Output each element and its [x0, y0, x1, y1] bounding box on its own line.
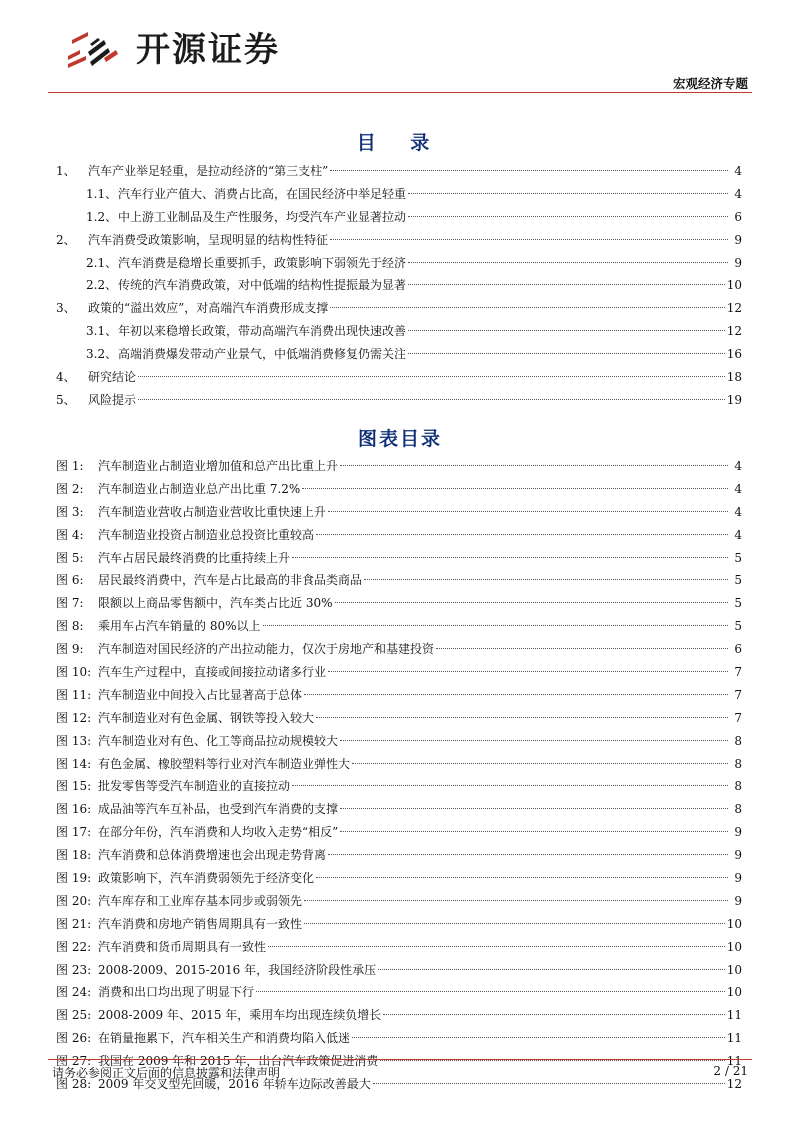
- figure-entry[interactable]: [56, 684, 742, 707]
- dot-leader: [378, 969, 725, 970]
- entry-number: 图 22:: [56, 939, 92, 954]
- entry-number: 1.2、: [86, 209, 118, 224]
- entry-title: 汽车制造业占制造业总产出比重 7.2%: [98, 481, 301, 496]
- entry-title: 汽车消费和房地产销售周期具有一致性: [98, 916, 303, 931]
- dot-leader: [292, 557, 728, 558]
- dot-leader: [335, 602, 729, 603]
- figure-entry[interactable]: [56, 844, 742, 867]
- entry-title: 汽车行业产值大、消费占比高，在国民经济中举足轻重: [118, 186, 407, 201]
- entry-number: 图 4:: [56, 527, 84, 542]
- entry-title: 在销量拖累下，汽车相关生产和消费均陷入低迷: [98, 1031, 351, 1046]
- entry-page: 10: [726, 939, 742, 954]
- dot-leader: [408, 284, 725, 285]
- dot-leader: [304, 923, 725, 924]
- entry-title: 高端消费爆发带动产业景气，中低端消费修复仍需关注: [118, 347, 407, 362]
- footer-disclaimer: 请务必参阅正文后面的信息披露和法律声明: [52, 1066, 281, 1080]
- entry-number: 图 15:: [56, 779, 92, 794]
- dot-leader: [340, 831, 728, 832]
- entry-page: 8: [734, 802, 742, 817]
- entry-title: 批发零售等受汽车制造业的直接拉动: [98, 779, 291, 794]
- entry-number: 图 3:: [56, 504, 84, 519]
- dot-leader: [304, 694, 728, 695]
- entry-page: 4: [734, 504, 742, 519]
- dot-leader: [380, 1060, 724, 1061]
- entry-title: 汽车制造业对有色金属、钢铁等投入较大: [98, 710, 315, 725]
- entry-page: 10: [726, 278, 742, 293]
- entry-title: 有色金属、橡胶塑料等行业对汽车制造业弹性大: [98, 756, 351, 771]
- brand-name: 开源证券: [136, 30, 280, 70]
- dot-leader: [256, 991, 725, 992]
- dot-leader: [364, 579, 728, 580]
- entry-number: 图 11:: [56, 687, 92, 702]
- figure-entry[interactable]: [56, 730, 742, 753]
- entry-title: 在部分年份，汽车消费和人均收入走势“相反”: [98, 825, 339, 840]
- footer-divider: [48, 1059, 752, 1060]
- entry-number: 4、: [56, 370, 76, 385]
- dot-leader: [340, 465, 728, 466]
- toc-entry[interactable]: [56, 160, 742, 183]
- entry-page: 6: [734, 209, 742, 224]
- dot-leader: [383, 1014, 724, 1015]
- entry-title: 中上游工业制品及生产性服务，均受汽车产业显著拉动: [118, 209, 407, 224]
- dot-leader: [138, 399, 725, 400]
- entry-title: 居民最终消费中，汽车是占比最高的非食品类商品: [98, 573, 363, 588]
- dot-leader: [268, 946, 725, 947]
- entry-number: 1、: [56, 164, 76, 178]
- figure-entry[interactable]: [56, 798, 742, 821]
- entry-number: 图 2:: [56, 481, 84, 496]
- dot-leader: [292, 785, 728, 786]
- entry-title: 汽车制造业中间投入占比显著高于总体: [98, 687, 303, 702]
- entry-title: 汽车消费和总体消费增速也会出现走势背离: [98, 848, 327, 863]
- logo-mark-icon: [64, 26, 128, 74]
- entry-number: 3.2、: [86, 347, 118, 362]
- entry-page: 7: [734, 665, 742, 680]
- entry-page: 8: [734, 733, 742, 748]
- figure-entry[interactable]: [56, 707, 742, 730]
- entry-page: 10: [726, 916, 742, 931]
- entry-number: 图 18:: [56, 848, 92, 863]
- entry-number: 2.1、: [86, 255, 118, 270]
- entry-page: 12: [726, 1077, 742, 1092]
- figure-entry[interactable]: [56, 936, 742, 959]
- toc-entry[interactable]: [56, 183, 742, 206]
- entry-title: 乘用车占汽车销量的 80%以上: [98, 619, 261, 634]
- entry-page: 11: [726, 1031, 742, 1046]
- dot-leader: [373, 1083, 725, 1084]
- entry-title: 汽车制造业占制造业增加值和总产出比重上升: [98, 459, 339, 473]
- dot-leader: [316, 877, 728, 878]
- entry-page: 5: [734, 596, 742, 611]
- entry-page: 9: [734, 871, 742, 886]
- page-header: [0, 0, 800, 92]
- entry-title: 汽车制造业对有色、化工等商品拉动规模较大: [98, 733, 339, 748]
- report-type: 宏观经济专题: [672, 76, 748, 91]
- entry-page: 11: [726, 1054, 742, 1069]
- entry-number: 图 8:: [56, 619, 84, 634]
- entry-number: 2、: [56, 232, 76, 247]
- figure-entry[interactable]: [56, 959, 742, 982]
- toc-entry[interactable]: [56, 206, 742, 229]
- dot-leader: [436, 648, 728, 649]
- entry-title: 汽车占居民最终消费的比重持续上升: [98, 550, 291, 565]
- entry-number: 图 19:: [56, 871, 92, 886]
- entry-page: 5: [734, 619, 742, 634]
- figure-entry[interactable]: [56, 1027, 742, 1050]
- figure-entry[interactable]: [56, 569, 742, 592]
- entry-page: 7: [734, 687, 742, 702]
- entry-title: 传统的汽车消费政策，对中低端的结构性提振最为显著: [118, 278, 407, 293]
- entry-title: 限额以上商品零售额中，汽车类占比近 30%: [98, 596, 333, 611]
- dot-leader: [263, 625, 729, 626]
- entry-number: 图 20:: [56, 893, 92, 908]
- toc-entry[interactable]: [56, 252, 742, 275]
- dot-leader: [302, 488, 728, 489]
- dot-leader: [340, 808, 728, 809]
- entry-page: 5: [734, 573, 742, 588]
- figure-entry[interactable]: [56, 547, 742, 570]
- dot-leader: [330, 239, 728, 240]
- entry-page: 4: [734, 481, 742, 496]
- entry-title: 汽车制造业投资占制造业总投资比重较高: [98, 527, 315, 542]
- dot-leader: [408, 330, 725, 331]
- entry-title: 汽车制造对国民经济的产出拉动能力，仅次于房地产和基建投资: [98, 642, 435, 657]
- dot-leader: [352, 763, 728, 764]
- brand-logo: [64, 26, 304, 74]
- entry-number: 图 14:: [56, 756, 92, 771]
- entry-title: 汽车消费受政策影响，呈现明显的结构性特征: [88, 232, 329, 247]
- dot-leader: [408, 262, 728, 263]
- figure-entry[interactable]: [56, 981, 742, 1004]
- entry-page: 4: [734, 164, 742, 178]
- entry-number: 图 6:: [56, 573, 84, 588]
- entry-title: 2009 年交叉型先回暖，2016 年轿车边际改善最大: [98, 1077, 371, 1092]
- dot-leader: [328, 854, 728, 855]
- toc-entry[interactable]: [56, 343, 742, 366]
- entry-page: 4: [734, 527, 742, 542]
- entry-title: 2008-2009、2015-2016 年，我国经济阶段性承压: [98, 962, 377, 977]
- figure-entry[interactable]: [56, 592, 742, 615]
- entry-page: 9: [734, 825, 742, 840]
- entry-title: 风险提示: [88, 392, 137, 407]
- dot-leader: [138, 376, 725, 377]
- entry-title: 我国在 2009 年和 2015 年，出台汽车政策促进消费: [98, 1054, 379, 1069]
- entry-title: 汽车产业举足轻重，是拉动经济的“第三支柱”: [88, 164, 329, 178]
- entry-page: 10: [726, 985, 742, 1000]
- entry-title: 研究结论: [88, 370, 137, 385]
- entry-title: 2008-2009 年、2015 年，乘用车均出现连续负增长: [98, 1008, 382, 1023]
- entry-page: 11: [726, 1008, 742, 1023]
- dot-leader: [328, 671, 728, 672]
- toc-entry[interactable]: [56, 366, 742, 389]
- figure-entry[interactable]: [56, 913, 742, 936]
- entry-page: 9: [734, 893, 742, 908]
- entry-page: 19: [726, 392, 742, 407]
- dot-leader: [316, 717, 728, 718]
- figure-entry[interactable]: [56, 753, 742, 776]
- entry-number: 图 28:: [56, 1077, 92, 1092]
- entry-page: 9: [734, 255, 742, 270]
- dot-leader: [330, 307, 724, 308]
- figure-entry[interactable]: [56, 890, 742, 913]
- page-indicator: 2 / 21: [713, 1064, 748, 1078]
- entry-title: 消费和出口均出现了明显下行: [98, 985, 255, 1000]
- toc-title: 目 录: [356, 132, 444, 154]
- entry-page: 16: [726, 347, 742, 362]
- entry-number: 图 21:: [56, 916, 92, 931]
- entry-number: 图 7:: [56, 596, 84, 611]
- dot-leader: [304, 900, 728, 901]
- toc-list: [56, 160, 742, 412]
- entry-page: 10: [726, 962, 742, 977]
- figures-title: 图表目录: [357, 428, 442, 450]
- entry-number: 5、: [56, 392, 76, 407]
- entry-title: 年初以来稳增长政策，带动高端汽车消费出现快速改善: [118, 324, 407, 339]
- entry-page: 6: [734, 642, 742, 657]
- dot-leader: [408, 353, 725, 354]
- entry-number: 2.2、: [86, 278, 118, 293]
- entry-title: 成品油等汽车互补品，也受到汽车消费的支撑: [98, 802, 339, 817]
- dot-leader: [408, 193, 728, 194]
- entry-number: 图 24:: [56, 985, 92, 1000]
- dot-leader: [408, 216, 728, 217]
- figure-entry[interactable]: [56, 661, 742, 684]
- toc-entry[interactable]: [56, 297, 742, 320]
- entry-number: 图 9:: [56, 642, 84, 657]
- entry-page: 8: [734, 756, 742, 771]
- entry-title: 汽车生产过程中，直接或间接拉动诸多行业: [98, 665, 327, 680]
- dot-leader: [316, 534, 728, 535]
- entry-title: 政策影响下，汽车消费弱领先于经济变化: [98, 871, 315, 886]
- figure-entry[interactable]: [56, 1004, 742, 1027]
- figure-entry[interactable]: [56, 524, 742, 547]
- header-divider: [48, 92, 752, 93]
- figure-entry[interactable]: [56, 867, 742, 890]
- dot-leader: [340, 740, 728, 741]
- entry-number: 图 16:: [56, 802, 92, 817]
- entry-number: 图 5:: [56, 550, 84, 565]
- dot-leader: [328, 511, 728, 512]
- entry-title: 汽车消费和货币周期具有一致性: [98, 939, 267, 954]
- entry-page: 4: [734, 459, 742, 473]
- figure-entry[interactable]: [56, 501, 742, 524]
- figure-entry[interactable]: [56, 478, 742, 501]
- figure-entry[interactable]: [56, 775, 742, 798]
- figure-entry[interactable]: [56, 821, 742, 844]
- toc-entry[interactable]: [56, 229, 742, 252]
- toc-entry[interactable]: [56, 320, 742, 343]
- entry-title: 汽车制造业营收占制造业营收比重快速上升: [98, 504, 327, 519]
- entry-page: 12: [726, 324, 742, 339]
- entry-title: 政策的“溢出效应”，对高端汽车消费形成支撑: [88, 301, 329, 316]
- entry-title: 汽车消费是稳增长重要抓手，政策影响下弱领先于经济: [118, 255, 407, 270]
- dot-leader: [352, 1037, 725, 1038]
- entry-number: 3、: [56, 301, 76, 316]
- toc-entry[interactable]: [56, 274, 742, 297]
- entry-page: 9: [734, 232, 742, 247]
- entry-number: 图 27:: [56, 1054, 92, 1069]
- figure-entry[interactable]: [56, 455, 742, 478]
- entry-number: 图 23:: [56, 962, 92, 977]
- figure-entry[interactable]: [56, 638, 742, 661]
- entry-page: 18: [726, 370, 742, 385]
- entry-number: 图 26:: [56, 1031, 92, 1046]
- entry-number: 图 10:: [56, 665, 92, 680]
- dot-leader: [330, 170, 728, 171]
- entry-number: 图 13:: [56, 733, 92, 748]
- entry-page: 7: [734, 710, 742, 725]
- entry-page: 9: [734, 848, 742, 863]
- entry-number: 图 17:: [56, 825, 92, 840]
- figure-entry[interactable]: [56, 615, 742, 638]
- entry-number: 1.1、: [86, 186, 118, 201]
- entry-number: 图 1:: [56, 459, 84, 473]
- entry-page: 12: [726, 301, 742, 316]
- figures-list: [56, 455, 742, 1096]
- entry-number: 图 12:: [56, 710, 92, 725]
- entry-page: 4: [734, 186, 742, 201]
- entry-page: 5: [734, 550, 742, 565]
- toc-entry[interactable]: [56, 389, 742, 412]
- entry-number: 3.1、: [86, 324, 118, 339]
- entry-number: 图 25:: [56, 1008, 92, 1023]
- entry-page: 8: [734, 779, 742, 794]
- entry-title: 汽车库存和工业库存基本同步或弱领先: [98, 893, 303, 908]
